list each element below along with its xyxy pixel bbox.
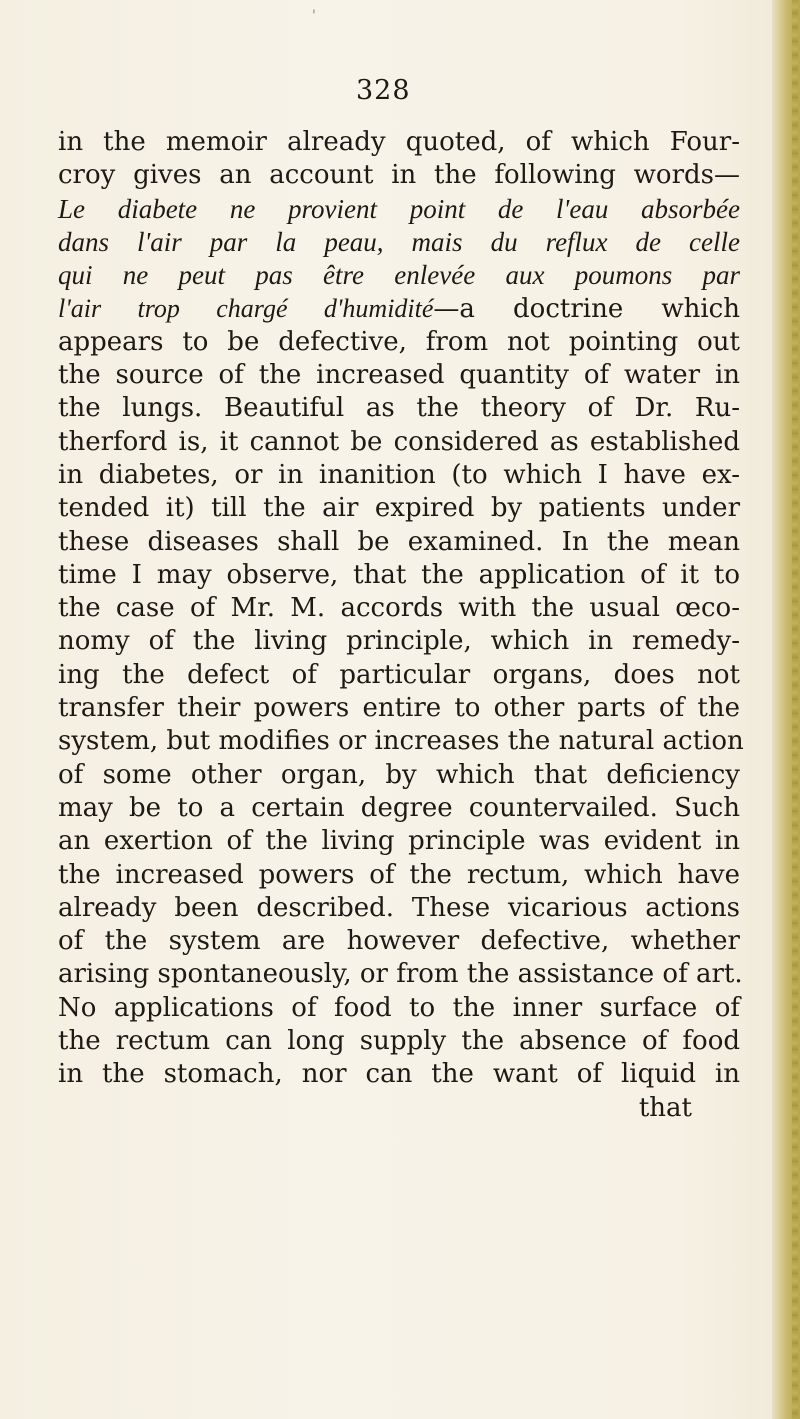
text-line: tended it) till the air expired by patients under: [58, 493, 740, 524]
page-number: 328: [356, 75, 411, 106]
text-line: No applications of food to the inner surface of: [58, 992, 740, 1023]
page-edge-binding: [772, 0, 800, 1419]
text-line: transfer their powers entire to other parts of the: [58, 693, 740, 724]
page-mark: ': [312, 8, 316, 24]
text-line: time I may observe, that the application of it to: [58, 559, 740, 590]
binding-stripe: [792, 0, 798, 1419]
text-line: arising spontaneously, or from the assistance of art.: [58, 959, 743, 990]
catchword: that: [638, 1092, 692, 1123]
text-line: of the system are however defective, whether: [58, 926, 740, 957]
text-line: in diabetes, or in inanition (to which I have ex-: [58, 459, 740, 490]
text-line: the lungs. Beautiful as the theory of Dr. Ru-: [58, 393, 740, 424]
text-line: already been described. These vicarious actions: [58, 892, 740, 923]
text-line: in the stomach, nor can the want of liquid in: [58, 1059, 740, 1090]
text-line: [58, 292, 740, 325]
text-line: the case of Mr. M. accords with the usual œco-: [58, 593, 740, 624]
text-line: Le diabete ne provient point de l'eau absorbée: [58, 193, 740, 224]
text-line: the source of the increased quantity of water in: [58, 360, 740, 391]
text-line: ing the defect of particular organs, does not: [58, 659, 740, 690]
text-line: may be to a certain degree countervailed. Such: [58, 792, 740, 823]
text-line: the rectum can long supply the absence of food: [58, 1026, 740, 1057]
text-line: therford is, it cannot be considered as established: [58, 426, 740, 457]
text-line: of some other organ, by which that deficiency: [58, 759, 740, 790]
text-line: in the memoir already quoted, of which Four-: [58, 127, 740, 157]
body-text: [58, 126, 744, 1125]
italic-quote: l'air trop chargé d'humidité: [58, 294, 434, 324]
text-run: —a doctrine which: [433, 294, 740, 325]
text-line: appears to be defective, from not pointing out: [58, 326, 740, 357]
text-line: qui ne peut pas être enlevée aux poumons par: [58, 260, 740, 291]
text-line: croy gives an account in the following words—: [58, 160, 740, 191]
text-line: nomy of the living principle, which in remedy-: [58, 626, 740, 657]
text-line: the increased powers of the rectum, which have: [58, 859, 740, 890]
text-line: dans l'air par la peau, mais du reflux de celle: [58, 226, 740, 257]
text-line: these diseases shall be examined. In the mean: [58, 526, 740, 557]
text-line: an exertion of the living principle was evident in: [58, 826, 740, 857]
text-line: system, but modifies or increases the natural action: [58, 726, 744, 757]
